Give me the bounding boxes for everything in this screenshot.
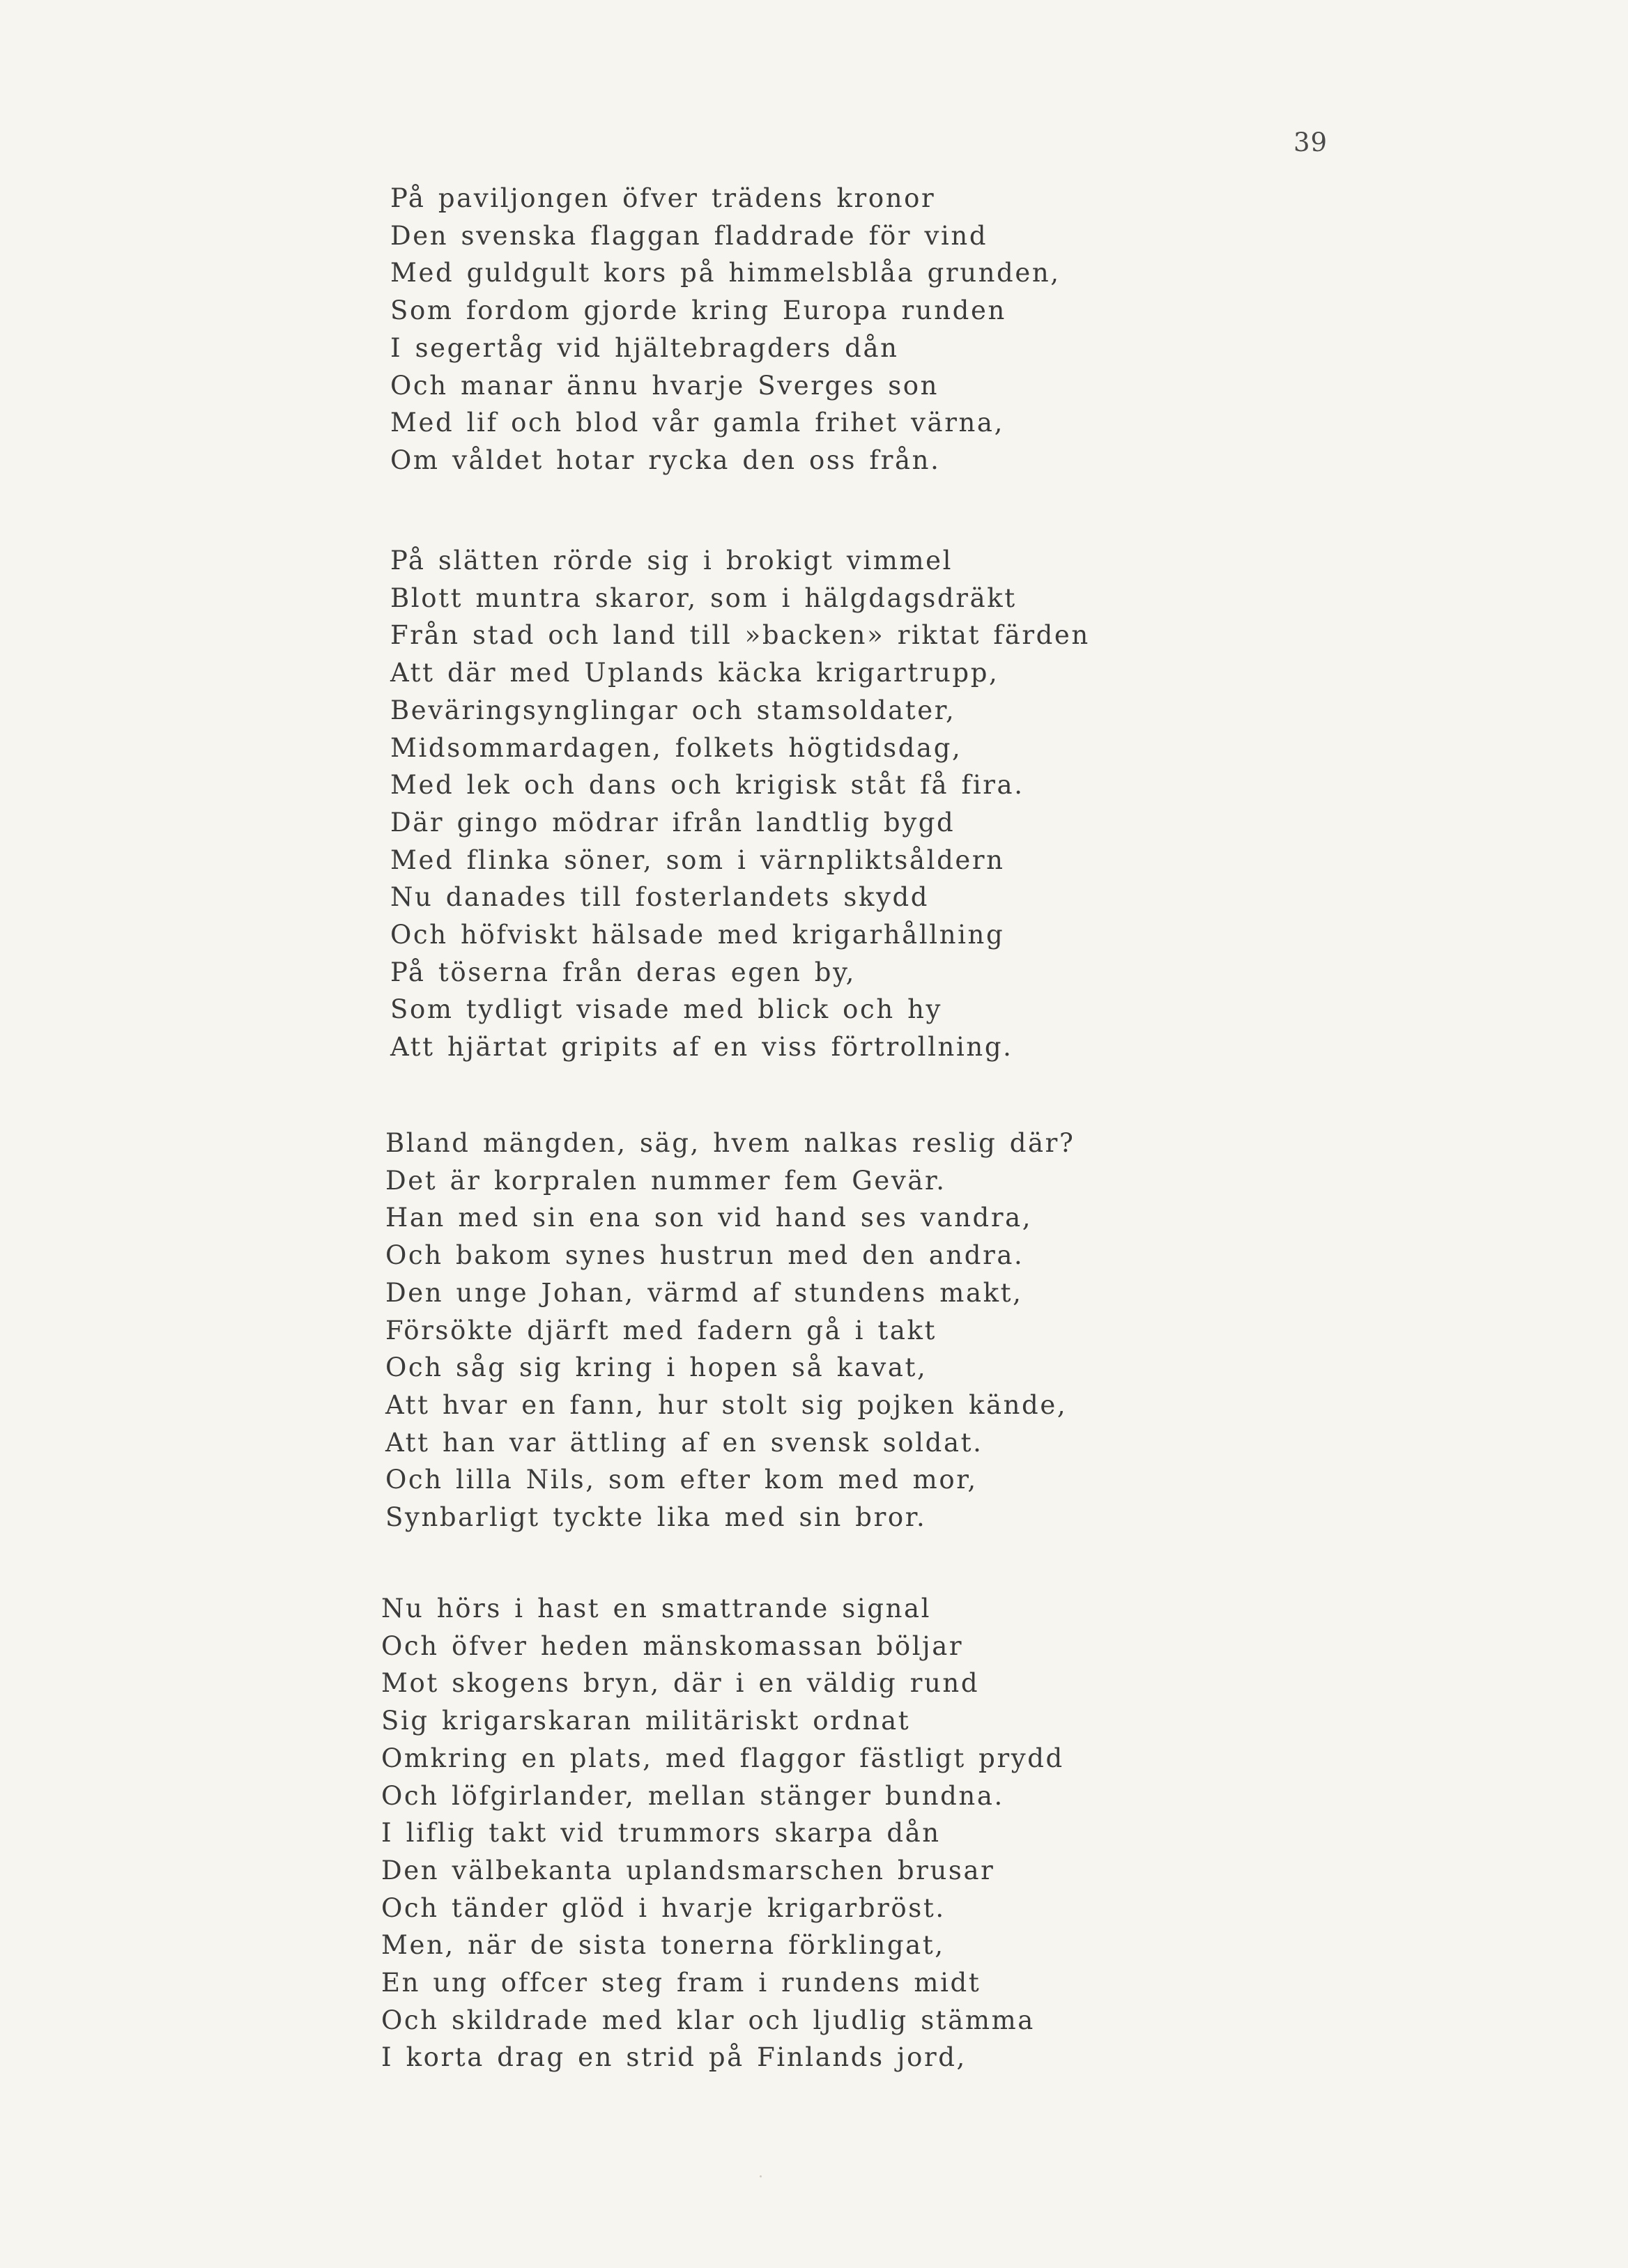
poem-line: Den unge Johan, värmd af stundens makt, [385,1277,1023,1308]
poem-line: Att där med Uplands käcka krigartrupp, [390,658,999,688]
poem-line: Bland mängden, säg, hvem nalkas reslig där? [385,1128,1075,1158]
poem-line: Som fordom gjorde kring Europa runden [390,295,1006,326]
poem-line: Det är korpralen nummer fem Gevär. [385,1165,946,1196]
poem-line: Den svenska flaggan fladdrade för vind [390,220,988,251]
poem-line: Från stad och land till »backen» riktat färden [390,620,1090,651]
poem-line: Försökte djärft med fadern gå i takt [385,1315,937,1345]
poem-line: Med flinka söner, som i värnpliktsåldern [390,844,1005,875]
poem-line: Blott muntra skaror, som i hälgdagsdräkt [390,583,1017,613]
poem-line: Mot skogens bryn, där i en väldig rund [381,1668,980,1699]
stanza-3 [385,1125,1075,1536]
poem-line: Och löfgirlander, mellan stänger bundna. [381,1780,1004,1811]
poem-line: Med guldgult kors på himmelsblåa grunden, [390,258,1061,288]
stanza-2 [390,542,1090,1066]
poem-line: Och öfver heden mänskomassan böljar [381,1630,964,1661]
poem-line: Som tydligt visade med blick och hy [390,994,943,1025]
poem-line: På töserna från deras egen by, [390,957,857,987]
poem-line: Med lek och dans och krigisk ståt få fira. [390,770,1024,801]
poem-line: På slätten rörde sig i brokigt vimmel [390,546,953,576]
poem-line: Nu hörs i hast en smattrande signal [381,1594,932,1623]
poem-line: Om våldet hotar rycka den oss från. [390,445,941,475]
poem-line: I korta drag en strid på Finlands jord, [381,2042,967,2073]
poem-line: Och höfviskt hälsade med krigarhållning [390,920,1005,950]
poem-line: Han med sin ena son vid hand ses vandra, [385,1203,1033,1233]
poem-line: Omkring en plats, med flaggor fästligt prydd [381,1743,1064,1773]
poem-line: Nu danades till fosterlandets skydd [390,882,930,913]
poem-line: Men, när de sista tonerna förklingat, [381,1930,945,1961]
stanza-1 [390,180,1061,479]
poem-line: Med lif och blod vår gamla frihet värna, [390,408,1004,438]
poem-line: Att hjärtat gripits af en viss förtrollning. [390,1032,1013,1063]
paper-speck [760,2175,762,2177]
poem-line: Och tänder glöd i hvarje krigarbröst. [381,1892,946,1923]
poem-line: Midsommardagen, folkets högtidsdag, [390,732,962,763]
page-number: 39 [1293,128,1328,157]
poem-line: I liflig takt vid trummors skarpa dån [381,1818,941,1849]
stanza-4 [381,1590,1064,2076]
poem-line: Synbarligt tyckte lika med sin bror. [385,1502,927,1533]
poem-line: Sig krigarskaran militäriskt ordnat [381,1706,911,1736]
poem-line: Att han var ättling af en svensk soldat. [385,1427,983,1458]
poem-line: Och lilla Nils, som efter kom med mor, [385,1465,978,1495]
poem-line: Att hvar en fann, hur stolt sig pojken kände, [385,1389,1068,1420]
poem-line: Och såg sig kring i hopen så kavat, [385,1352,928,1383]
poem-line: På paviljongen öfver trädens kronor [390,183,936,213]
poem-line: I segertåg vid hjältebragders dån [390,332,899,363]
poem-line: Beväringsynglingar och stamsoldater, [390,695,956,725]
poem-line: Och manar ännu hvarje Sverges son [390,370,939,401]
poem-line: Och skildrade med klar och ljudlig stämma [381,2005,1035,2035]
poem-line: Den välbekanta uplandsmarschen brusar [381,1855,995,1885]
poem-line: Där gingo mödrar ifrån landtlig bygd [390,807,955,838]
poem-line: En ung offcer steg fram i rundens midt [381,1968,981,1998]
poem-line: Och bakom synes hustrun med den andra. [385,1240,1024,1271]
